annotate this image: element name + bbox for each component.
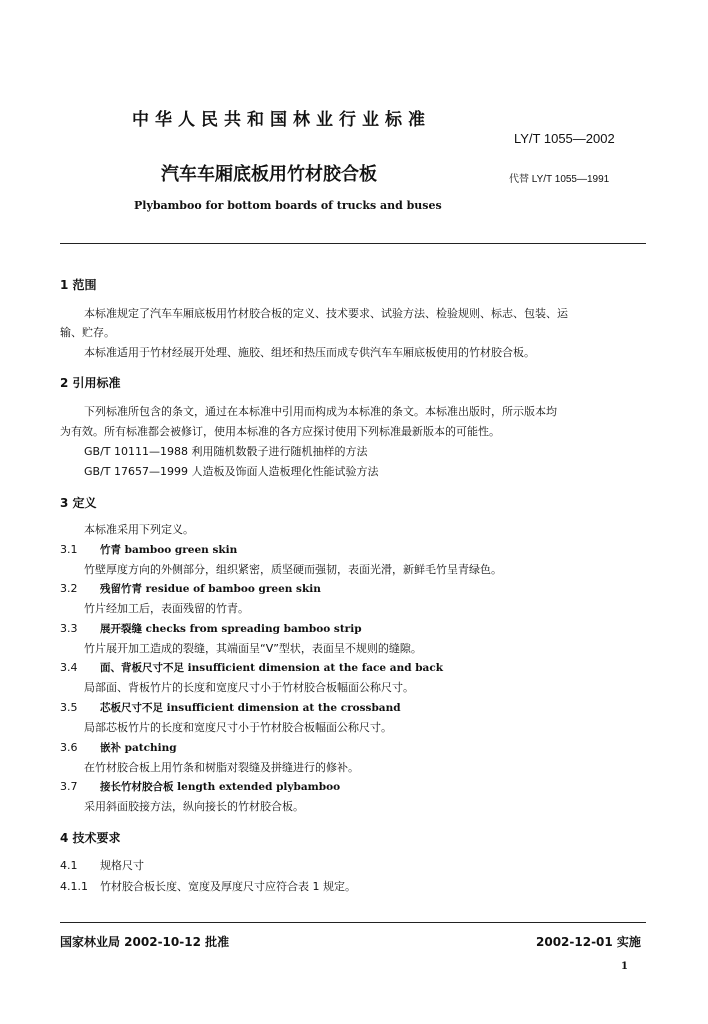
definition-3-3-text: 竹片展开加工造成的裂缝，其端面呈“V”型状，表面呈不规则的缝隙。 [84,642,422,655]
clause-number: 3.4 [60,661,78,674]
section-2-paragraph-1a: 下列标准所包含的条文，通过在本标准中引用而构成为本标准的条文。本标准出版时，所示版本均 [84,405,557,418]
reference-gb-17657: GB/T 17657—1999 人造板及饰面人造板理化性能试验方法 [84,465,379,478]
section-1-heading: 1 范围 [60,278,97,292]
section-1-paragraph-2: 本标准适用于竹材经展开处理、施胶、组坯和热压而成专供汽车车厢底板使用的竹材胶合板。 [84,346,535,359]
definition-3-1-term [60,542,237,557]
clause-number: 3.6 [60,741,78,754]
definition-3-1-text: 竹壁厚度方向的外侧部分，组织紧密，质坚硬而强韧，表面光滑，新鲜毛竹呈青绿色。 [84,563,502,576]
footer-divider [60,922,646,923]
definition-3-4-term [60,660,443,675]
clause-number: 4.1 [60,859,78,872]
clause-number: 3.5 [60,701,78,714]
definition-3-7-text: 采用斜面胶接方法，纵向接长的竹材胶合板。 [84,800,304,813]
definition-3-6-term [60,740,177,755]
term-label: 竹青 bamboo green skin [100,544,238,556]
clause-number: 3.1 [60,543,78,556]
definition-3-7-term [60,779,340,794]
definition-3-2-text: 竹片经加工后，表面残留的竹青。 [84,602,249,615]
clause-4-1 [60,857,144,873]
clause-number: 3.7 [60,780,78,793]
standard-category-heading: 中华人民共和国林业行业标准 [132,110,431,130]
definition-3-3-term [60,621,362,636]
section-4-heading: 4 技术要求 [60,831,121,845]
clause-text: 竹材胶合板长度、宽度及厚度尺寸应符合表 1 规定。 [100,880,356,893]
document-title-cn: 汽车车厢底板用竹材胶合板 [161,164,377,185]
section-2-paragraph-1b: 为有效。所有标准都会被修订，使用本标准的各方应探讨使用下列标准最新版本的可能性。 [60,425,500,438]
term-label: 展开裂缝 checks from spreading bamboo strip [100,623,362,635]
standard-number: LY/T 1055—2002 [514,131,615,146]
clause-number: 3.3 [60,622,78,635]
definition-3-6-text: 在竹材胶合板上用竹条和树脂对裂缝及拼缝进行的修补。 [84,761,359,774]
clause-number: 4.1.1 [60,880,88,893]
implementation-date: 2002-12-01 实施 [536,935,641,949]
approval-line: 国家林业局 2002-10-12 批准 [60,935,230,949]
replaces-standard: 代替 LY/T 1055—1991 [509,174,610,185]
definition-3-5-term [60,700,401,715]
term-label: 残留竹青 residue of bamboo green skin [100,583,321,595]
page-number: 1 [621,961,628,972]
definition-3-2-term [60,581,321,596]
definition-3-4-text: 局部面、背板竹片的长度和宽度尺寸小于竹材胶合板幅面公称尺寸。 [84,681,414,694]
section-1-paragraph-1a: 本标准规定了汽车车厢底板用竹材胶合板的定义、技术要求、试验方法、检验规则、标志、包装、运 [84,307,568,320]
section-1-paragraph-1b: 输、贮存。 [60,326,115,339]
section-2-heading: 2 引用标准 [60,376,121,390]
term-label: 接长竹材胶合板 length extended plybamboo [100,781,341,793]
document-title-en: Plybamboo for bottom boards of trucks and buses [134,199,442,212]
clause-4-1-1 [60,878,356,894]
term-label: 芯板尺寸不足 insufficient dimension at the crossband [100,702,401,714]
section-3-intro: 本标准采用下列定义。 [84,523,194,536]
reference-gb-10111: GB/T 10111—1988 利用随机数骰子进行随机抽样的方法 [84,445,368,458]
definition-3-5-text: 局部芯板竹片的长度和宽度尺寸小于竹材胶合板幅面公称尺寸。 [84,721,392,734]
header-divider [60,243,646,244]
term-label: 面、背板尺寸不足 insufficient dimension at the face and back [100,662,444,674]
section-3-heading: 3 定义 [60,496,97,510]
term-label: 嵌补 patching [100,742,177,754]
clause-text: 规格尺寸 [100,859,144,872]
clause-number: 3.2 [60,582,78,595]
